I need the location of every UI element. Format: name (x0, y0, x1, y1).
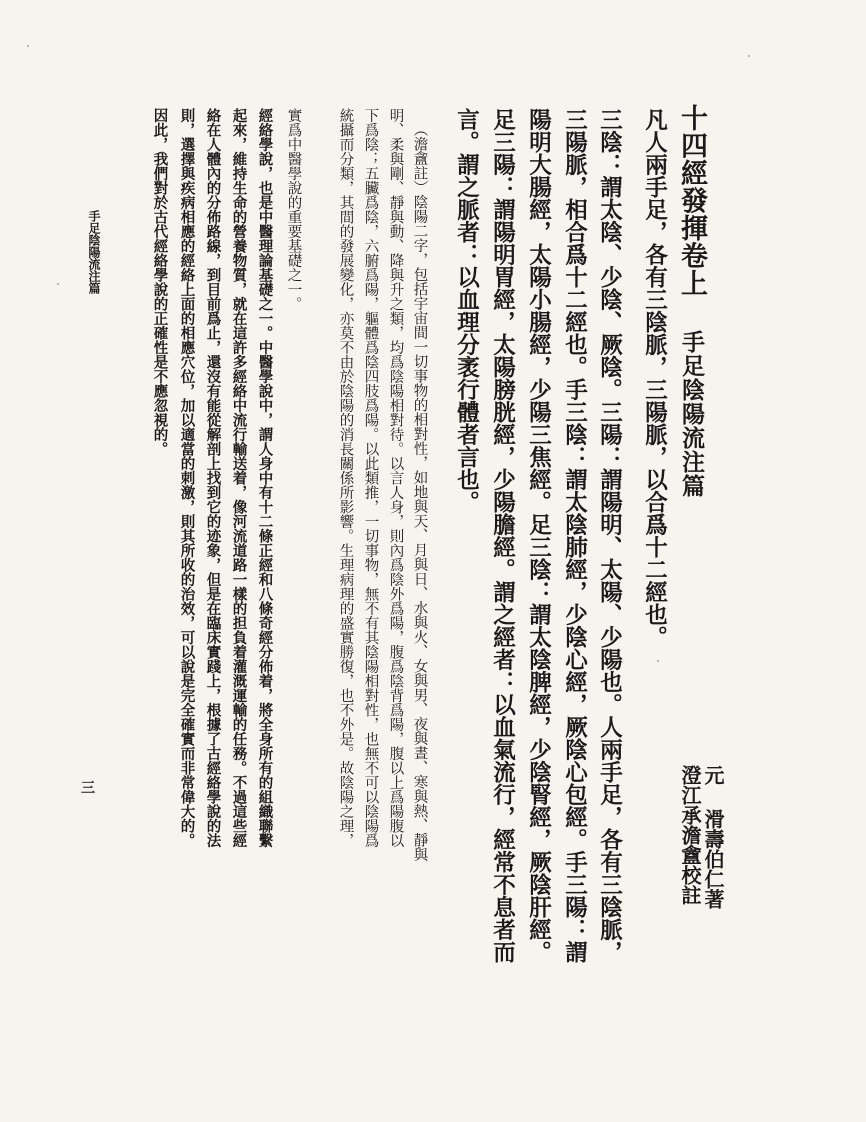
annotator-line: 澄江承澹盦校註 (678, 765, 702, 905)
chapter-title: 手足陰陽流注篇 (678, 330, 705, 498)
commentary-line: 統攝而分類，其間的發展變化，亦莫不由於陰陽的消長關係所影響。生理病理的盛實勝復，也不外是。故陰陽之理， (337, 108, 354, 848)
running-title: 手足陰陽流注篇 (87, 210, 101, 294)
scan-speck (27, 45, 29, 47)
commentary-line: 下爲陰；五臟爲陰，六腑爲陽，軀體爲陰四肢爲陽。以此類推，一切事物，無不有其陰陽相對性，也無不可以陰陽爲 (362, 108, 379, 848)
main-text-line: 凡人兩手足，各有三陰脈，三陽脈，以合爲十二經也。 (641, 108, 668, 648)
scan-speck (748, 55, 750, 57)
commentary-line: （澹盦註）陰陽二字，包括宇宙間一切事物的相對性，如地與天、月與日、水與火、女與男、夜與晝、寒與熱、靜與 (411, 122, 428, 862)
commentary-line: 因此，我們對於古代經絡學說的正確性是不應忽視的。 (151, 108, 169, 456)
commentary-line: 起來，維持生命的營養物質，就在這許多經絡中流行輸送着，像河流道路一樣的担負着灌溉運輸的任務。不過這些經 (230, 108, 248, 848)
commentary-line: 經絡學說，也是中醫理論基礎之一。中醫學說中，謂人身中有十二條正經和八條奇經分佈着，將全身所有的組織聯繫 (256, 108, 274, 848)
scan-speck (657, 660, 659, 662)
commentary-line: 明、柔與剛、靜與動、降與升之類，均爲陰陽相對待。以言人身，則內爲陰外爲陽，腹爲陰背爲陽，腹以上爲陽腹以 (387, 108, 404, 848)
volume-title: 十四經發揮卷上 (676, 104, 707, 297)
main-text-line: 陽明大腸經，太陽小腸經，少陽三焦經。足三陰：謂太陰脾經，少陰腎經，厥陰肝經。 (525, 108, 552, 963)
main-text-line: 三陽脈，相合爲十二經也。手三陰：謂太陰肺經，少陰心經，厥陰心包經。手三陽：謂 (561, 108, 588, 963)
commentary-line: 實爲中醫學說的重要基礎之一。 (285, 108, 302, 311)
main-text-line: 足三陽：謂陽明胃經，太陽膀胱經，少陽膽經。謂之經者：以血氣流行，經常不息者而 (489, 108, 516, 963)
commentary-line: 則，選擇與疾病相應的經絡上面的相應穴位，加以適當的刺激，則其所收的治效，可以說是完全確實而非常偉大的。 (178, 108, 196, 848)
main-text-line: 三陰：謂太陰、少陰、厥陰。三陽：謂陽明、太陽、少陽也。人兩手足，各有三陰脈， (596, 108, 623, 963)
commentary-line: 絡在人體內的分佈路線，到目前爲止，還沒有能從解剖上找到它的迹象，但是在臨床實踐上，根據了古經絡學說的法 (204, 108, 222, 848)
page-number: 三 (79, 780, 95, 794)
author-line: 元 滑壽伯仁著 (701, 765, 725, 909)
main-text-line: 言。謂之脈者：以血理分袤行體者言也。 (453, 108, 480, 513)
scan-speck (57, 283, 59, 285)
